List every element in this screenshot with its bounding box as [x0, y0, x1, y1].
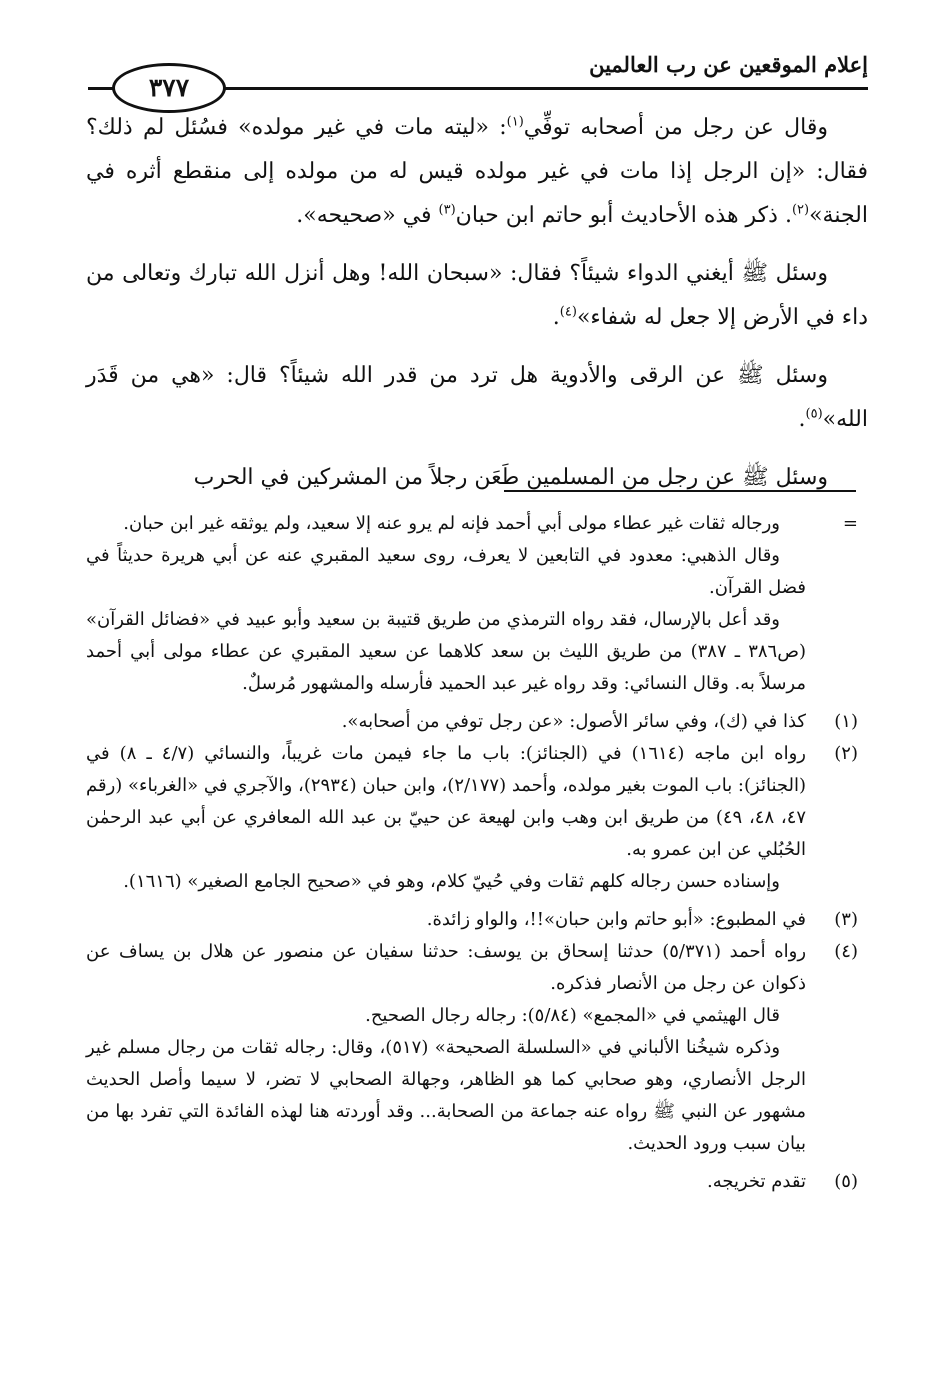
page-header — [88, 38, 868, 102]
footnotes — [86, 508, 858, 1198]
footnote-ref-4[interactable]: (٤) — [559, 304, 577, 320]
text: وذكره شيخُنا الألباني في «السلسلة الصحيحة» (٥١٧)، وقال: رجاله ثقات من رجال مسلم غير الرجل الأنصاري، وهو صحابي كما هو الظاهر، وجهالة الصحابي لا تضر، لا سيما وأصل الحديث مشهور عن النبي ﷺ رواه عنه جماعة من الصحابة... وقد أوردته هنا لهذه الفائدة التي تفرد بها من بيان سبب ورود الحديث. — [86, 1037, 806, 1154]
footnote-2 — [86, 738, 858, 866]
page-number: ٣٧٧ — [112, 63, 226, 113]
footnote-ref-2[interactable]: (٢) — [791, 202, 810, 218]
text: ورجاله ثقات غير عطاء مولى أبي أحمد فإنه لم يرو عنه إلا سعيد، ولم يوثقه غير ابن حبان. — [123, 513, 780, 534]
text: وإسناده حسن رجاله كلهم ثقات وفي حُييّ كلام، وهو في «صحيح الجامع الصغير» (١٦١٦). — [123, 871, 780, 892]
paragraph-1 — [86, 106, 868, 238]
continuation-mark: = — [842, 513, 858, 534]
footnote-number: (٥) — [834, 1171, 858, 1192]
footnote-5 — [86, 1166, 858, 1198]
text: قال الهيثمي في «المجمع» (٥/٨٤): رجاله رجال الصحيح. — [365, 1005, 780, 1026]
footnote-ref-1[interactable]: (١) — [506, 114, 524, 130]
text: وقال عن رجل من أصحابه توفِّي — [523, 115, 828, 140]
paragraph-3 — [86, 354, 868, 442]
paragraph-2 — [86, 252, 868, 340]
footnote-paragraph — [86, 1000, 858, 1032]
text: وقال الذهبي: معدود في التابعين لا يعرف، روى سعيد المقبري عنه عن أبي هريرة حديثاً في فضل القرآن. — [86, 545, 806, 598]
footnote-number: (٤) — [834, 941, 858, 962]
footnote-paragraph — [86, 1032, 858, 1160]
footnote-paragraph — [86, 540, 858, 604]
footnote-separator — [504, 490, 856, 492]
text: في «صحيحه». — [296, 203, 439, 228]
footnote-number: (٢) — [834, 743, 858, 764]
text: : «ليته مات في غير مولده» فسُئل لم ذلك؟ فقال: «إن الرجل إذا مات في غير مولده قيس له من مولده إلى منقطع أثره في الجنة» — [86, 115, 868, 228]
text: تقدم تخريجه. — [707, 1171, 806, 1192]
text: وسئل ﷺ أيغني الدواء شيئاً؟ فقال: «سبحان الله! وهل أنزل الله تبارك وتعالى من داء في الأرض إلا جعل له شفاء» — [86, 261, 868, 330]
text: وسئل ﷺ عن رجل من المسلمين طَعَن رجلاً من المشركين في الحرب — [193, 465, 828, 490]
text: . ذكر هذه الأحاديث أبو حاتم ابن حبان — [455, 203, 792, 228]
running-title: إعلام الموقعين عن رب العالمين — [589, 52, 868, 77]
text: . — [552, 305, 560, 330]
footnote-1 — [86, 706, 858, 738]
text: وسئل ﷺ عن الرقى والأدوية هل ترد من قدر الله شيئاً؟ قال: «هي من قَدَر الله» — [86, 363, 868, 432]
main-text — [86, 106, 868, 514]
footnote-paragraph — [86, 604, 858, 700]
text: كذا في (ك)، وفي سائر الأصول: «عن رجل توفي من أصحابه». — [341, 711, 806, 732]
text: . — [798, 407, 806, 432]
text: في المطبوع: «أبو حاتم وابن حبان»!!، والواو زائدة. — [426, 909, 806, 930]
text: رواه أحمد (٥/٣٧١) حدثنا إسحاق بن يوسف: حدثنا سفيان عن منصور عن هلال بن يساف عن ذكوان عن رجل من الأنصار فذكره. — [86, 941, 807, 994]
footnote-number: (٣) — [834, 909, 858, 930]
text: وقد أعل بالإرسال، فقد رواه الترمذي من طريق قتيبة بن سعيد وأبو عبيد في «فضائل القرآن» (ص٣٨٦ ـ ٣٨٧) من طريق الليث بن سعد كلاهما عن سعيد المقبري عن عطاء مولى أبي أحمد مرسلاً به. وقال النسائي: وقد رواه غير عبد الحميد فأرسله والمشهور مُرسلٌ. — [86, 609, 807, 694]
footnote-ref-5[interactable]: (٥) — [805, 406, 823, 422]
footnote-3 — [86, 904, 858, 936]
footnote-ref-3[interactable]: (٣) — [438, 202, 456, 218]
footnote-number: (١) — [834, 711, 858, 732]
text: رواه ابن ماجه (١٦١٤) في (الجنائز): باب ما جاء فيمن مات غريباً، والنسائي (٤/٧ ـ ٨) في (الجنائز): باب الموت بغير مولده، وأحمد (٢/١٧٧)، وابن حبان (٢٩٣٤)، والآجري في «الغرباء» (رقم ٤٧، ٤٨، ٤٩) من طريق ابن وهب وابن لهيعة عن حييّ بن عبد الله المعافري عن أبي عبد الرحمٰن الحُبُلي عن ابن عمرو به. — [86, 743, 807, 860]
paragraph-4 — [86, 456, 868, 500]
footnote-paragraph — [86, 866, 858, 898]
footnote-4 — [86, 936, 858, 1000]
footnote-continuation — [86, 508, 858, 540]
